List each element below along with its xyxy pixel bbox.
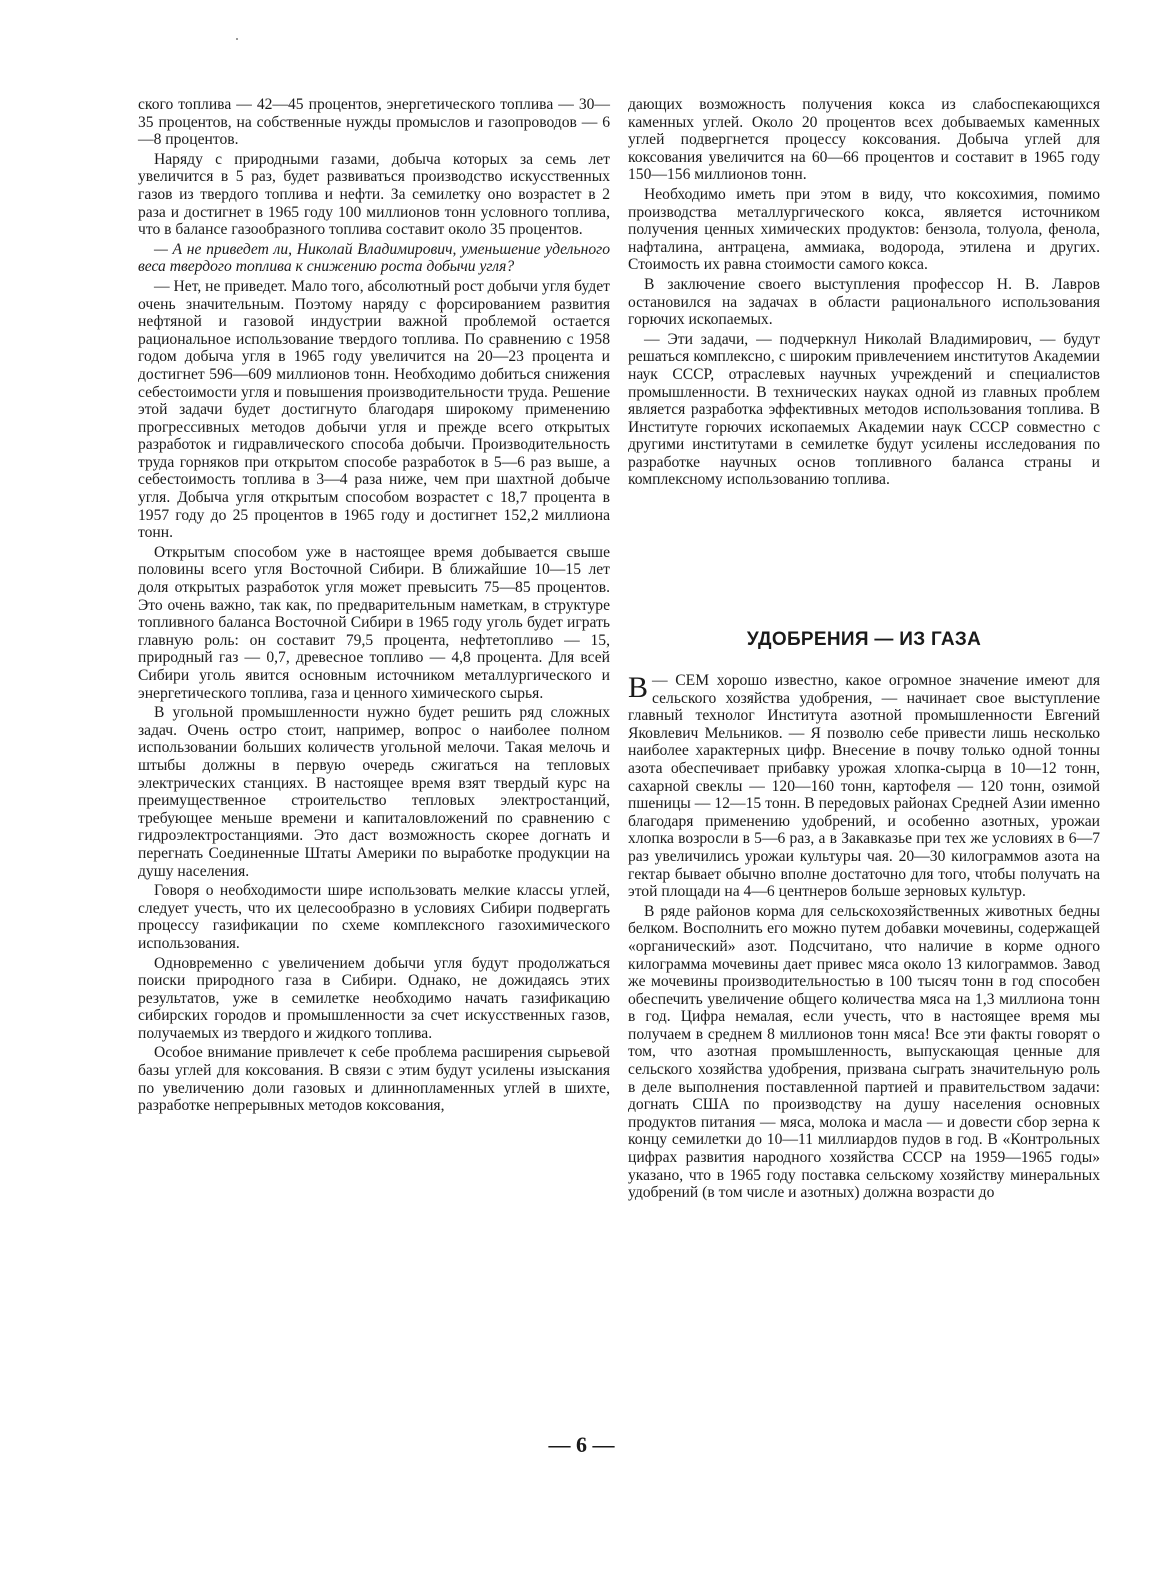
paragraph: В угольной промышленности нужно будет решить ряд сложных задач. Очень остро стоит, например, вопрос о наиболее полном использовании больших количеств угольной мелочи. Такая мелочь и штыбы должны в первую очередь сжигаться на тепловых электрических станциях. В настоящее время взят твердый курс на преимущественное строительство тепловых электростанций, требующее меньше времени и капиталовложений по сравнению с гидроэлектростанциями. Это даст возможность скорее догнать и перегнать Соединенные Штаты Америки по выработке продукции на душу населения. <box>138 704 610 880</box>
paragraph: — Эти задачи, — подчеркнул Николай Владимирович, — будут решаться комплексно, с широким привлечением институтов Академии наук СССР, отраслевых научных учреждений и специалистов промышленности. В технических науках одной из главных проблем является разработка эффективных методов использования топлива. В Институте горючих ископаемых Академии наук СССР совместно с другими институтами в семилетке будут усилены исследования по разработке научных основ топливного баланса страны и комплексному использованию топлива. <box>628 330 1100 489</box>
interview-question: — А не приведет ли, Николай Владимирович, уменьшение удельного веса твердого топлива к снижению роста добычи угля? <box>138 240 610 276</box>
page-number: — 6 — <box>548 1432 615 1457</box>
left-column <box>138 96 610 1117</box>
paragraph: — Нет, не приведет. Мало того, абсолютный рост добычи угля будет очень значительным. Поэтому наряду с форсированием развития нефтяной и газовой индустрии важной проблемой остается рациональное использование твердого топлива. По сравнению с 1958 годом добыча угля в 1965 году увеличится на 20—23 процента и достигнет 596—609 миллионов тонн. Необходимо добиться снижения себестоимости угля и повышения производительности труда. Решение этой задачи будет достигнуто благодаря широкому применению прогрессивных методов добычи угля и прежде всего открытых разработок и гидравлического способа добычи. Производительность труда горняков при открытом способе разработок в 5—6 раз выше, а себестоимость топлива в 3—4 раза ниже, чем при шахтной добыче угля. Добыча угля открытым способом возрастет с 18,7 процента в 1957 году до 25 процентов в 1965 году и достигнет 152,2 миллиона тонн. <box>138 277 610 542</box>
scan-speck <box>236 38 238 40</box>
paragraph: Одновременно с увеличением добычи угля будут продолжаться поиски природного газа в Сибири. Однако, не дожидаясь этих результатов, уже в семилетке необходимо начать газификацию сибирских городов и промышленности за счет искусственных газов, получаемых из твердого и жидкого топлива. <box>138 954 610 1042</box>
article-heading: УДОБРЕНИЯ — ИЗ ГАЗА <box>746 629 982 650</box>
paragraph: Необходимо иметь при этом в виду, что коксохимия, помимо производства металлургического кокса, является источником получения ценных химических продуктов: бензола, толуола, фенола, нафталина, антрацена, аммиака, водорода, этилена и других. Стоимость их равна стоимости самого кокса. <box>628 185 1100 274</box>
paragraph: ского топлива — 42—45 процентов, энергетического топлива — 30—35 процентов, на собственные нужды промыслов и газопроводов — 6—8 процентов. <box>138 96 610 149</box>
paragraph: Особое внимание привлечет к себе проблема расширения сырьевой базы углей для коксования. В связи с этим будут усилены изыскания по увеличению доли газовых и длиннопламенных углей в шихте, разработке непрерывных методов коксования, <box>138 1044 610 1115</box>
lead-dash: — <box>652 672 676 689</box>
dropcap-letter: В <box>628 671 649 704</box>
lead-text: СЕМ хорошо известно, какое огромное значение имеют для сельского хозяйства удобрения, — начинает свое выступление главный технолог Института азотной промышленности Евгений Яковлевич Мельников. — Я позволю себе привести лишь несколько наиболее характерных цифр. Внесение в почву только одной тонны азота обеспечивает прибавку урожая хлопка-сырца в 10—12 тонн, сахарной свеклы — 120—160 тонн, картофеля — 120 тонн, озимой пшеницы — 12—15 тонн. В передовых районах Средней Азии именно благодаря применению удобрений, и особенно азотных, урожаи хлопка возросли в 5—6 раз, а в Закавказье при тех же условиях в 6—7 раз увеличились урожаи культуры чая. 20—30 килограммов азота на гектар бывает обычно вполне достаточно для того, чтобы получать на этой площади на 4—6 центнеров больше зерновых культур. <box>628 672 1100 901</box>
paragraph: В ряде районов корма для сельскохозяйственных животных бедны белком. Восполнить его можно путем добавки мочевины, содержащей «органический» азот. Подсчитано, что наличие в корме одного килограмма мочевины дает привес мяса около 13 килограммов. Завод же мочевины производительностью в 100 тысяч тонн в год способен обеспечить увеличение общего количества мяса на 1,3 миллиона тонн в год. Цифра немалая, если учесть, что в настоящее время мы получаем в среднем 8 миллионов тонн мяса! Все эти факты говорят о том, что азотная промышленность, выпускающая ценные для сельского хозяйства удобрения, призвана сыграть значительную роль в деле выполнения поставленной партией и правительством задачи: догнать США по производству на душу населения основных продуктов питания — мяса, молока и масла — и довести сбор зерна к концу семилетки до 10—11 миллиардов пудов в год. В «Контрольных цифрах развития народного хозяйства СССР на 1959—1965 годы» указано, что в 1965 году поставка сельскому хозяйству минеральных удобрений (в том числе и азотных) должна возрасти до <box>628 902 1100 1202</box>
paragraph: Открытым способом уже в настоящее время добывается свыше половины всего угля Восточной Сибири. В ближайшие 10—15 лет доля открытых разработок угля может превысить 75—85 процентов. Это очень важно, так как, по предварительным наметкам, в структуре топливного баланса Восточной Сибири в 1965 году уголь будет играть главную роль: он составит 79,5 процента, нефтетопливо — 15, природный газ — 0,7, древесное топливо — 4,8 процента. Для всей Сибири уголь явится основным источником металлургического и энергетического топлива, газа и ценного химического сырья. <box>138 543 610 702</box>
right-column <box>628 96 1100 491</box>
article-body <box>628 672 1100 1204</box>
lead-paragraph <box>628 672 1100 901</box>
paragraph: Наряду с природными газами, добыча которых за семь лет увеличится в 5 раз, будет развиваться производство искусственных газов из твердого топлива и нефти. За семилетку оно возрастет в 2 раза и достигнет в 1965 году 100 миллионов тонн условного топлива, что в балансе газообразного топлива составит около 35 процентов. <box>138 150 610 239</box>
paragraph: Говоря о необходимости шире использовать мелкие классы углей, следует учесть, что их целесообразно в условиях Сибири подвергать процессу газификации по схеме комплексного газохимического использования. <box>138 882 610 952</box>
paragraph: В заключение своего выступления профессор Н. В. Лавров остановился на задачах в области рационального использования горючих ископаемых. <box>628 275 1100 329</box>
paragraph: дающих возможность получения кокса из слабоспекающихся каменных углей. Около 20 процентов всех добываемых каменных углей подвергнется процессу коксования. Добыча углей для коксования увеличится на 60—66 процентов и составит в 1965 году 150—156 миллионов тонн. <box>628 96 1100 184</box>
